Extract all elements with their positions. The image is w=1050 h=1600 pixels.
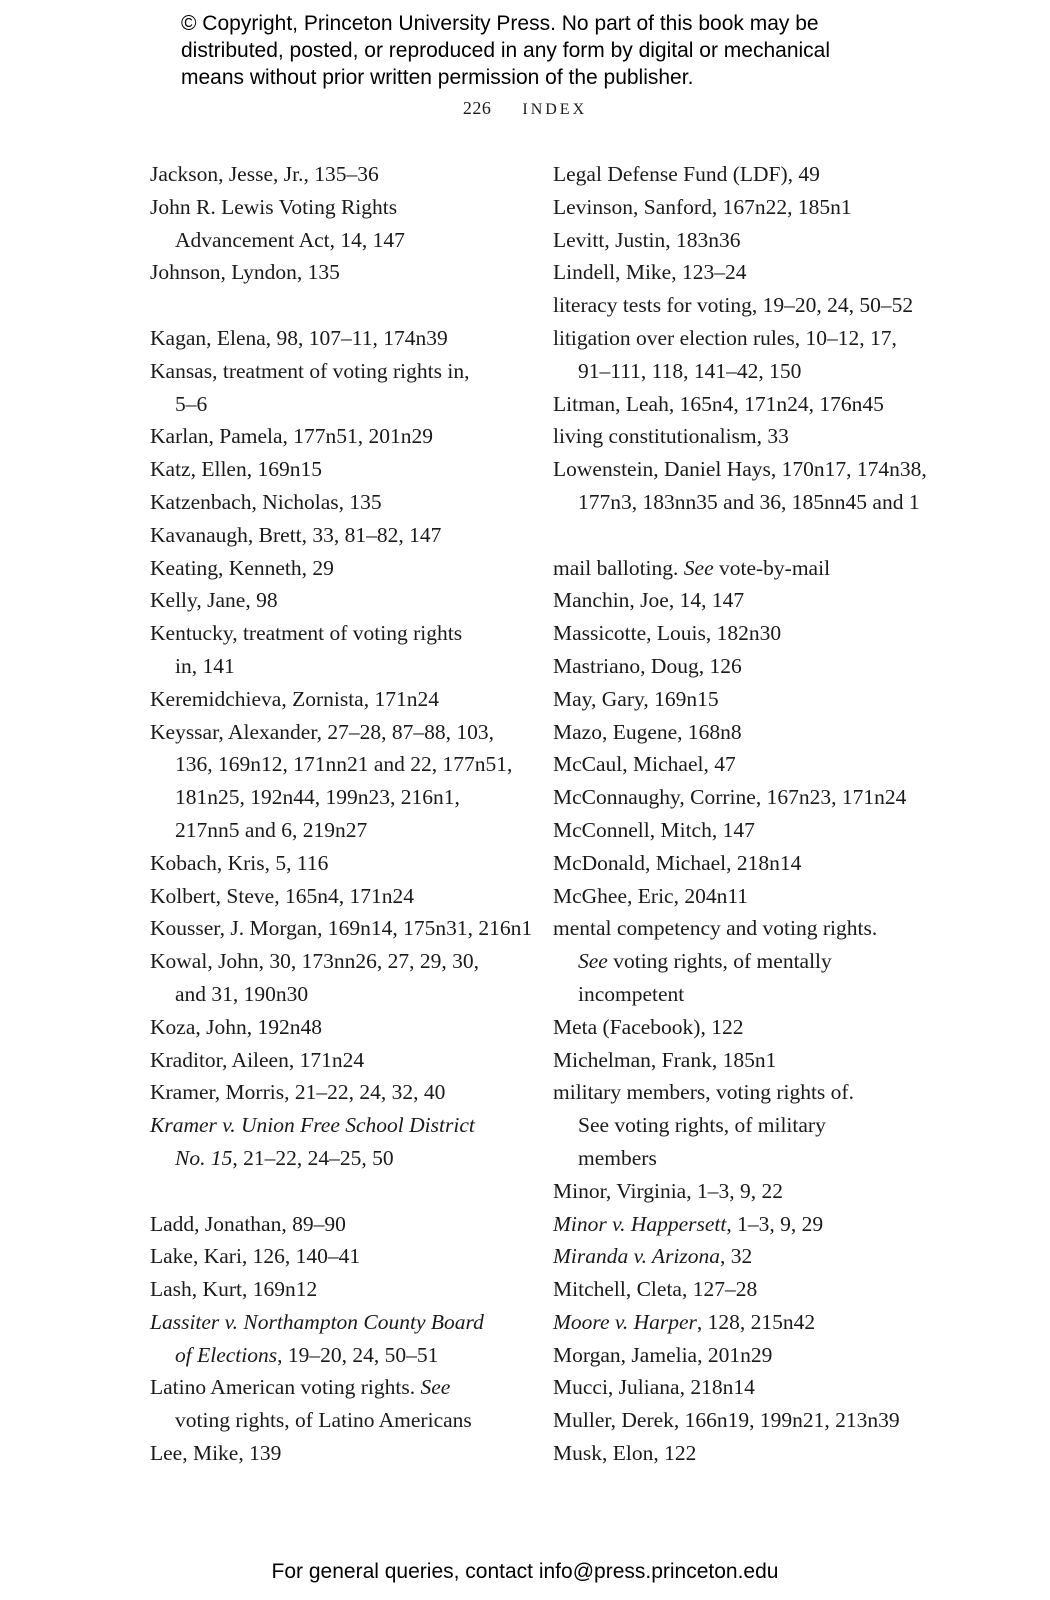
index-entry-text: Legal Defense Fund (LDF), 49 bbox=[553, 162, 820, 186]
index-entry-text: and 31, 190n30 bbox=[175, 981, 309, 1006]
index-entry-italic-text: Kramer v. Union Free School District bbox=[150, 1113, 475, 1138]
index-entry-continuation bbox=[553, 486, 933, 519]
index-entry-text: McCaul, Michael, 47 bbox=[553, 752, 736, 777]
index-entry-text: Mitchell, Cleta, 127–28 bbox=[553, 1277, 758, 1302]
index-entry bbox=[150, 880, 530, 913]
index-entry bbox=[553, 748, 933, 781]
index-entry-continuation bbox=[553, 1142, 933, 1175]
index-entry-text: John R. Lewis Voting Rights bbox=[150, 194, 398, 219]
index-entry bbox=[150, 552, 530, 585]
index-entry-text: voting rights, of Latino Americans bbox=[175, 1408, 472, 1433]
index-entry bbox=[150, 486, 530, 519]
index-entry bbox=[553, 552, 933, 585]
index-entry-text: vote-by-mail bbox=[713, 555, 831, 580]
index-entry bbox=[553, 683, 933, 716]
section-title: INDEX bbox=[522, 101, 588, 118]
index-entry-text: , 128, 215n42 bbox=[696, 1309, 816, 1334]
index-entry-text: Lash, Kurt, 169n12 bbox=[150, 1277, 318, 1302]
index-entry-text: Kelly, Jane, 98 bbox=[150, 588, 278, 613]
index-entry bbox=[553, 1371, 933, 1404]
index-entry-text: members bbox=[578, 1145, 657, 1170]
index-entry bbox=[553, 1011, 933, 1044]
index-entry-continuation bbox=[553, 978, 933, 1011]
index-entry-text: McDonald, Michael, 218n14 bbox=[553, 850, 802, 875]
index-entry bbox=[150, 191, 530, 224]
index-entry-text: , 19–20, 24, 50–51 bbox=[277, 1342, 439, 1367]
index-entry-text: Massicotte, Louis, 182n30 bbox=[553, 621, 782, 646]
index-entry-text: Kagan, Elena, 98, 107–11, 174n39 bbox=[150, 325, 448, 350]
index-entry-text: Keyssar, Alexander, 27–28, 87–88, 103, bbox=[150, 719, 495, 744]
index-entry-text: Lee, Mike, 139 bbox=[150, 1441, 282, 1466]
index-entry bbox=[553, 453, 933, 486]
index-entry-text: Kousser, J. Morgan, 169n14, 175n31, 216n1 bbox=[150, 916, 533, 941]
index-entry-text: Michelman, Frank, 185n1 bbox=[553, 1047, 777, 1072]
index-entry-text: Lowenstein, Daniel Hays, 170n17, 174n38, bbox=[553, 457, 927, 482]
index-entry-continuation bbox=[150, 1404, 530, 1437]
index-entry-text: Mazo, Eugene, 168n8 bbox=[553, 719, 742, 744]
index-entry bbox=[553, 912, 933, 945]
copyright-line-2: distributed, posted, or reproduced in any form by digital or mechanical bbox=[181, 39, 831, 62]
index-entry-italic-text: See bbox=[578, 949, 608, 974]
index-spacer bbox=[553, 519, 933, 552]
index-entry-italic-text: No. 15 bbox=[175, 1145, 233, 1170]
index-entry bbox=[553, 322, 933, 355]
index-entry bbox=[150, 1371, 530, 1404]
index-entry-text: , 21–22, 24–25, 50 bbox=[232, 1145, 394, 1170]
index-entry bbox=[553, 1339, 933, 1372]
index-entry-italic-text: Lassiter v. Northampton County Board bbox=[150, 1309, 484, 1334]
index-entry bbox=[553, 584, 933, 617]
index-entry bbox=[553, 158, 933, 191]
index-entry bbox=[150, 683, 530, 716]
page-number: 226 bbox=[462, 98, 492, 118]
index-entry bbox=[553, 289, 933, 322]
index-entry-text: McConnell, Mitch, 147 bbox=[553, 817, 755, 842]
index-entry bbox=[553, 617, 933, 650]
index-entry bbox=[150, 355, 530, 388]
index-entry-italic-text: of Elections bbox=[175, 1342, 278, 1367]
index-entry-continuation bbox=[150, 814, 530, 847]
index-entry-text: 177n3, 183nn35 and 36, 185nn45 and 1 bbox=[578, 489, 920, 514]
index-entry-text: Mucci, Juliana, 218n14 bbox=[553, 1375, 755, 1400]
index-entry-text: Musk, Elon, 122 bbox=[553, 1441, 697, 1466]
index-entry-text: , 32 bbox=[720, 1244, 753, 1269]
index-entry-continuation bbox=[150, 978, 530, 1011]
index-entry-text: Muller, Derek, 166n19, 199n21, 213n39 bbox=[553, 1408, 900, 1433]
index-entry-text: Kramer, Morris, 21–22, 24, 32, 40 bbox=[150, 1080, 446, 1105]
index-entry bbox=[150, 617, 530, 650]
index-entry bbox=[150, 1240, 530, 1273]
index-entry-text: military members, voting rights of. bbox=[553, 1080, 854, 1105]
index-entry-text: Latino American voting rights. bbox=[150, 1375, 421, 1400]
index-entry-text: Koza, John, 192n48 bbox=[150, 1014, 322, 1039]
index-entry-text: Kolbert, Steve, 165n4, 171n24 bbox=[150, 883, 414, 908]
index-entry bbox=[553, 880, 933, 913]
index-entry bbox=[553, 224, 933, 257]
index-entry-text: Levitt, Justin, 183n36 bbox=[553, 227, 741, 252]
index-entry-text: Mastriano, Doug, 126 bbox=[553, 653, 742, 678]
index-entry bbox=[150, 322, 530, 355]
index-entry-text: mail balloting. bbox=[553, 555, 684, 580]
index-entry bbox=[150, 158, 530, 191]
index-entry-text: Kansas, treatment of voting rights in, bbox=[150, 358, 470, 383]
index-entry-text: in, 141 bbox=[175, 653, 235, 678]
index-entry bbox=[553, 1076, 933, 1109]
copyright-line-3: means without prior written permission of the publisher. bbox=[181, 66, 694, 89]
index-entry bbox=[150, 912, 533, 945]
index-entry bbox=[150, 1208, 530, 1241]
index-entry-continuation bbox=[553, 945, 933, 978]
index-entry-italic-text: See bbox=[683, 555, 714, 580]
index-entry-continuation bbox=[553, 1109, 933, 1142]
index-entry-text: Keremidchieva, Zornista, 171n24 bbox=[150, 686, 439, 711]
index-entry bbox=[150, 1273, 530, 1306]
index-entry bbox=[150, 420, 530, 453]
index-entry-italic-text: See bbox=[420, 1375, 451, 1400]
index-entry-continuation bbox=[150, 1142, 530, 1175]
index-entry bbox=[150, 945, 530, 978]
index-entry bbox=[150, 584, 530, 617]
index-entry bbox=[150, 256, 530, 289]
index-spacer bbox=[150, 289, 530, 322]
index-entry-text: See voting rights, of military bbox=[578, 1113, 826, 1138]
index-entry bbox=[553, 1273, 933, 1306]
index-entry-text: Advancement Act, 14, 147 bbox=[175, 227, 405, 252]
index-entry bbox=[553, 847, 933, 880]
index-entry-text: Ladd, Jonathan, 89–90 bbox=[150, 1211, 346, 1236]
index-entry-italic-text: Minor v. Happersett bbox=[553, 1211, 727, 1236]
index-entry-text: Manchin, Joe, 14, 147 bbox=[553, 588, 745, 613]
index-entry-continuation bbox=[150, 650, 530, 683]
index-entry-text: Kobach, Kris, 5, 116 bbox=[150, 850, 329, 875]
index-entry-text: Kentucky, treatment of voting rights bbox=[150, 621, 463, 646]
index-entry bbox=[150, 1109, 530, 1142]
index-entry-text: mental competency and voting rights. bbox=[553, 916, 878, 941]
index-entry-text: 217nn5 and 6, 219n27 bbox=[175, 817, 368, 842]
index-entry-continuation bbox=[553, 355, 933, 388]
index-entry-text: Johnson, Lyndon, 135 bbox=[150, 260, 340, 285]
index-entry-text: living constitutionalism, 33 bbox=[553, 424, 789, 449]
index-entry-text: litigation over election rules, 10–12, 17, bbox=[553, 325, 897, 350]
index-entry bbox=[553, 388, 933, 421]
index-entry-text: incompetent bbox=[578, 981, 685, 1006]
index-entry bbox=[150, 1076, 530, 1109]
index-entry bbox=[553, 814, 933, 847]
index-entry bbox=[553, 1175, 933, 1208]
index-entry-continuation bbox=[150, 224, 530, 257]
index-entry-text: Katz, Ellen, 169n15 bbox=[150, 457, 322, 482]
index-entry bbox=[553, 191, 933, 224]
index-entry-text: Kowal, John, 30, 173nn26, 27, 29, 30, bbox=[150, 949, 480, 974]
index-entry-text: 136, 169n12, 171nn21 and 22, 177n51, bbox=[175, 752, 513, 777]
index-entry-italic-text: Moore v. Harper bbox=[553, 1309, 697, 1334]
index-entry-text: 91–111, 118, 141–42, 150 bbox=[578, 358, 802, 383]
index-entry-text: Lindell, Mike, 123–24 bbox=[553, 260, 747, 285]
index-entry-text: McConnaughy, Corrine, 167n23, 171n24 bbox=[553, 785, 907, 810]
index-entry bbox=[150, 1011, 530, 1044]
index-spacer bbox=[150, 1175, 530, 1208]
index-entry-continuation bbox=[150, 748, 530, 781]
index-entry-italic-text: Miranda v. Arizona bbox=[553, 1244, 721, 1269]
index-entry bbox=[553, 1306, 933, 1339]
index-entry-text: Minor, Virginia, 1–3, 9, 22 bbox=[553, 1178, 783, 1203]
index-entry bbox=[150, 1437, 530, 1470]
index-column-right bbox=[553, 158, 933, 1470]
index-entry-continuation bbox=[150, 1339, 530, 1372]
index-entry bbox=[553, 1437, 933, 1470]
index-entry-text: Karlan, Pamela, 177n51, 201n29 bbox=[150, 424, 434, 449]
index-entry bbox=[553, 1208, 933, 1241]
index-entry-text: 181n25, 192n44, 199n23, 216n1, bbox=[175, 785, 460, 810]
index-entry bbox=[150, 716, 530, 749]
index-entry bbox=[150, 1044, 530, 1077]
index-column-left bbox=[150, 158, 533, 1470]
index-entry-text: Kraditor, Aileen, 171n24 bbox=[150, 1047, 365, 1072]
index-entry-text: Meta (Facebook), 122 bbox=[553, 1014, 744, 1039]
index-entry-text: , 1–3, 9, 29 bbox=[726, 1211, 824, 1236]
index-entry-text: literacy tests for voting, 19–20, 24, 50–52 bbox=[553, 293, 914, 318]
index-entry-text: voting rights, of mentally bbox=[607, 949, 832, 974]
index-entry-text: Lake, Kari, 126, 140–41 bbox=[150, 1244, 361, 1269]
index-entry-text: Morgan, Jamelia, 201n29 bbox=[553, 1342, 773, 1367]
footer-contact: For general queries, contact info@press.princeton.edu bbox=[271, 1560, 779, 1583]
index-entry bbox=[150, 847, 530, 880]
index-entry-text: Keating, Kenneth, 29 bbox=[150, 555, 334, 580]
index-entry-text: 5–6 bbox=[175, 391, 208, 416]
running-head bbox=[0, 98, 1050, 119]
index-entry bbox=[553, 716, 933, 749]
index-entry-text: Levinson, Sanford, 167n22, 185n1 bbox=[553, 194, 852, 219]
index-entry bbox=[150, 519, 530, 552]
index-entry bbox=[553, 1240, 933, 1273]
index-entry-continuation bbox=[150, 388, 530, 421]
index-entry bbox=[553, 781, 933, 814]
index-entry-text: Litman, Leah, 165n4, 171n24, 176n45 bbox=[553, 391, 884, 416]
index-entry bbox=[150, 1306, 530, 1339]
index-entry-text: May, Gary, 169n15 bbox=[553, 686, 719, 711]
index-entry-text: Jackson, Jesse, Jr., 135–36 bbox=[150, 162, 379, 186]
index-entry-continuation bbox=[150, 781, 530, 814]
index-entry bbox=[553, 650, 933, 683]
index-entry bbox=[553, 1044, 933, 1077]
index-entry-text: McGhee, Eric, 204n11 bbox=[553, 883, 749, 908]
index-entry bbox=[553, 256, 933, 289]
index-entry bbox=[553, 1404, 933, 1437]
copyright-line-1: © Copyright, Princeton University Press. No part of this book may be bbox=[181, 12, 819, 35]
copyright-notice bbox=[181, 10, 941, 91]
index-entry-text: Katzenbach, Nicholas, 135 bbox=[150, 489, 382, 514]
index-entry bbox=[150, 453, 530, 486]
index-entry-text: Kavanaugh, Brett, 33, 81–82, 147 bbox=[150, 522, 442, 547]
index-entry bbox=[553, 420, 933, 453]
